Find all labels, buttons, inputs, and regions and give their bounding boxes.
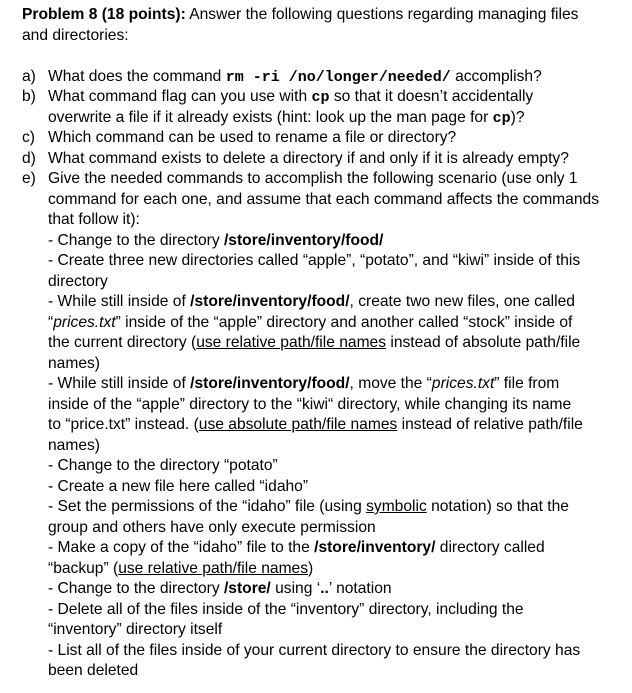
text-segment: symbolic — [366, 498, 427, 515]
text-segment: - Change to the directory — [48, 231, 224, 249]
text-line — [0, 456, 632, 477]
text-segment: use relative path/file names — [118, 559, 309, 577]
text-line — [0, 210, 632, 231]
text-segment: - Delete all of the files inside of the “inventory” directory, including the — [48, 600, 524, 618]
text-segment: directory — [48, 272, 108, 290]
text-segment: notation) so that the — [426, 498, 569, 515]
text-line — [0, 87, 632, 108]
text-segment: that follow it): — [48, 211, 140, 228]
text-line — [0, 477, 632, 498]
text-segment: names) — [48, 354, 100, 372]
text-line — [0, 395, 632, 416]
path-text: /store/inventory/food/ — [190, 375, 350, 392]
text-segment: ” file from — [494, 375, 560, 392]
text-line — [0, 415, 632, 436]
text-line — [0, 272, 632, 293]
text-line — [0, 46, 632, 67]
text-segment: , create two new files, one called — [349, 293, 575, 310]
text-line — [0, 231, 632, 252]
text-segment: overwrite a file if it already exists (hint: look up the man page for — [48, 108, 493, 126]
text-line — [0, 436, 632, 457]
text-segment: ) — [308, 559, 314, 577]
text-segment: been deleted — [48, 662, 139, 679]
text-segment: the current directory ( — [48, 334, 197, 351]
text-line — [0, 251, 632, 272]
text-segment: and directories: — [22, 26, 129, 44]
text-line — [0, 579, 632, 600]
text-line — [0, 538, 632, 559]
text-segment: using ‘ — [270, 580, 321, 597]
text-line — [0, 313, 632, 334]
text-segment: group and others have only execute permission — [48, 518, 376, 536]
text-segment: inside of the “apple” directory to the “kiwi“ directory, while changing its name — [48, 395, 572, 413]
problem-document — [0, 5, 632, 682]
text-line — [0, 292, 632, 313]
text-segment: command for each one, and assume that each command affects the commands — [48, 190, 599, 208]
command-text: rm -ri /no/longer/needed/ — [225, 68, 451, 86]
path-text: /store/ — [223, 580, 271, 597]
text-segment: use relative path/file names — [196, 334, 387, 351]
text-segment: ’ notation — [328, 580, 392, 597]
text-segment: - While still inside of — [48, 375, 191, 392]
text-segment: Which command can be used to rename a file or directory? — [48, 129, 457, 146]
question-label: c) — [22, 129, 35, 146]
text-segment: instead of relative path/file — [397, 416, 583, 433]
text-segment: Answer the following questions regarding managing files — [185, 6, 579, 23]
text-segment: ” inside of the “apple” directory and another called “stock” inside of — [115, 313, 573, 331]
text-segment: What does the command — [48, 67, 226, 85]
text-segment: )? — [510, 108, 525, 126]
text-line — [0, 128, 632, 149]
text-line — [0, 5, 632, 26]
text-segment: - List all of the files inside of your current directory to ensure the directory has — [48, 641, 581, 659]
question-label: e) — [22, 170, 36, 187]
text-segment: , move the “ — [349, 375, 432, 392]
text-segment: - Set the permissions of the “idaho” file (using — [48, 498, 367, 515]
path-text: Problem 8 (18 points): — [22, 6, 186, 23]
text-segment: prices.txt — [53, 313, 116, 331]
text-segment: names) — [48, 436, 100, 454]
text-line — [0, 149, 632, 170]
text-line — [0, 559, 632, 580]
text-line — [0, 333, 632, 354]
text-segment: directory called — [435, 539, 545, 556]
path-text: /store/inventory/food/ — [190, 293, 350, 310]
text-segment: - While still inside of — [48, 293, 191, 310]
text-line — [0, 67, 632, 88]
text-segment: - Change to the directory — [48, 580, 224, 597]
text-line — [0, 374, 632, 395]
text-segment: What command exists to delete a directory if and only if it is already empty? — [48, 149, 569, 167]
question-label: a) — [22, 67, 36, 85]
text-line — [0, 661, 632, 682]
text-segment: - Create a new file here called “idaho” — [48, 477, 309, 495]
text-line — [0, 190, 632, 211]
text-line — [0, 600, 632, 621]
question-label: b) — [22, 88, 36, 105]
text-line — [0, 518, 632, 539]
path-text: /store/inventory/food/ — [223, 231, 384, 249]
text-line — [0, 26, 632, 47]
path-text: .. — [320, 580, 329, 597]
text-line — [0, 641, 632, 662]
text-line — [0, 620, 632, 641]
text-segment: “ — [48, 313, 54, 331]
command-text: cp — [311, 89, 330, 106]
text-segment: accomplish? — [450, 67, 542, 85]
text-line — [0, 354, 632, 375]
text-segment: - Make a copy of the “idaho” file to the — [48, 539, 315, 556]
text-segment: “backup” ( — [48, 559, 119, 577]
text-segment: - Change to the directory “potato” — [48, 457, 278, 474]
question-label: d) — [22, 149, 36, 167]
text-line — [0, 108, 632, 129]
text-line — [0, 497, 632, 518]
text-segment: to “price.txt” instead. ( — [48, 416, 199, 433]
text-segment: instead of absolute path/file — [386, 334, 581, 351]
text-segment: so that it doesn’t accidentally — [329, 88, 534, 105]
text-line — [0, 169, 632, 190]
path-text: /store/inventory/ — [314, 539, 436, 556]
text-segment: Give the needed commands to accomplish the following scenario (use only 1 — [48, 170, 578, 187]
text-segment: - Create three new directories called “apple”, “potato”, and “kiwi” inside of this — [48, 252, 581, 269]
text-segment: What command flag can you use with — [48, 88, 312, 105]
text-segment: “inventory” directory itself — [48, 621, 223, 638]
text-segment: use absolute path/file names — [198, 416, 398, 433]
text-segment: prices.txt — [431, 375, 495, 392]
command-text: cp — [492, 109, 511, 127]
